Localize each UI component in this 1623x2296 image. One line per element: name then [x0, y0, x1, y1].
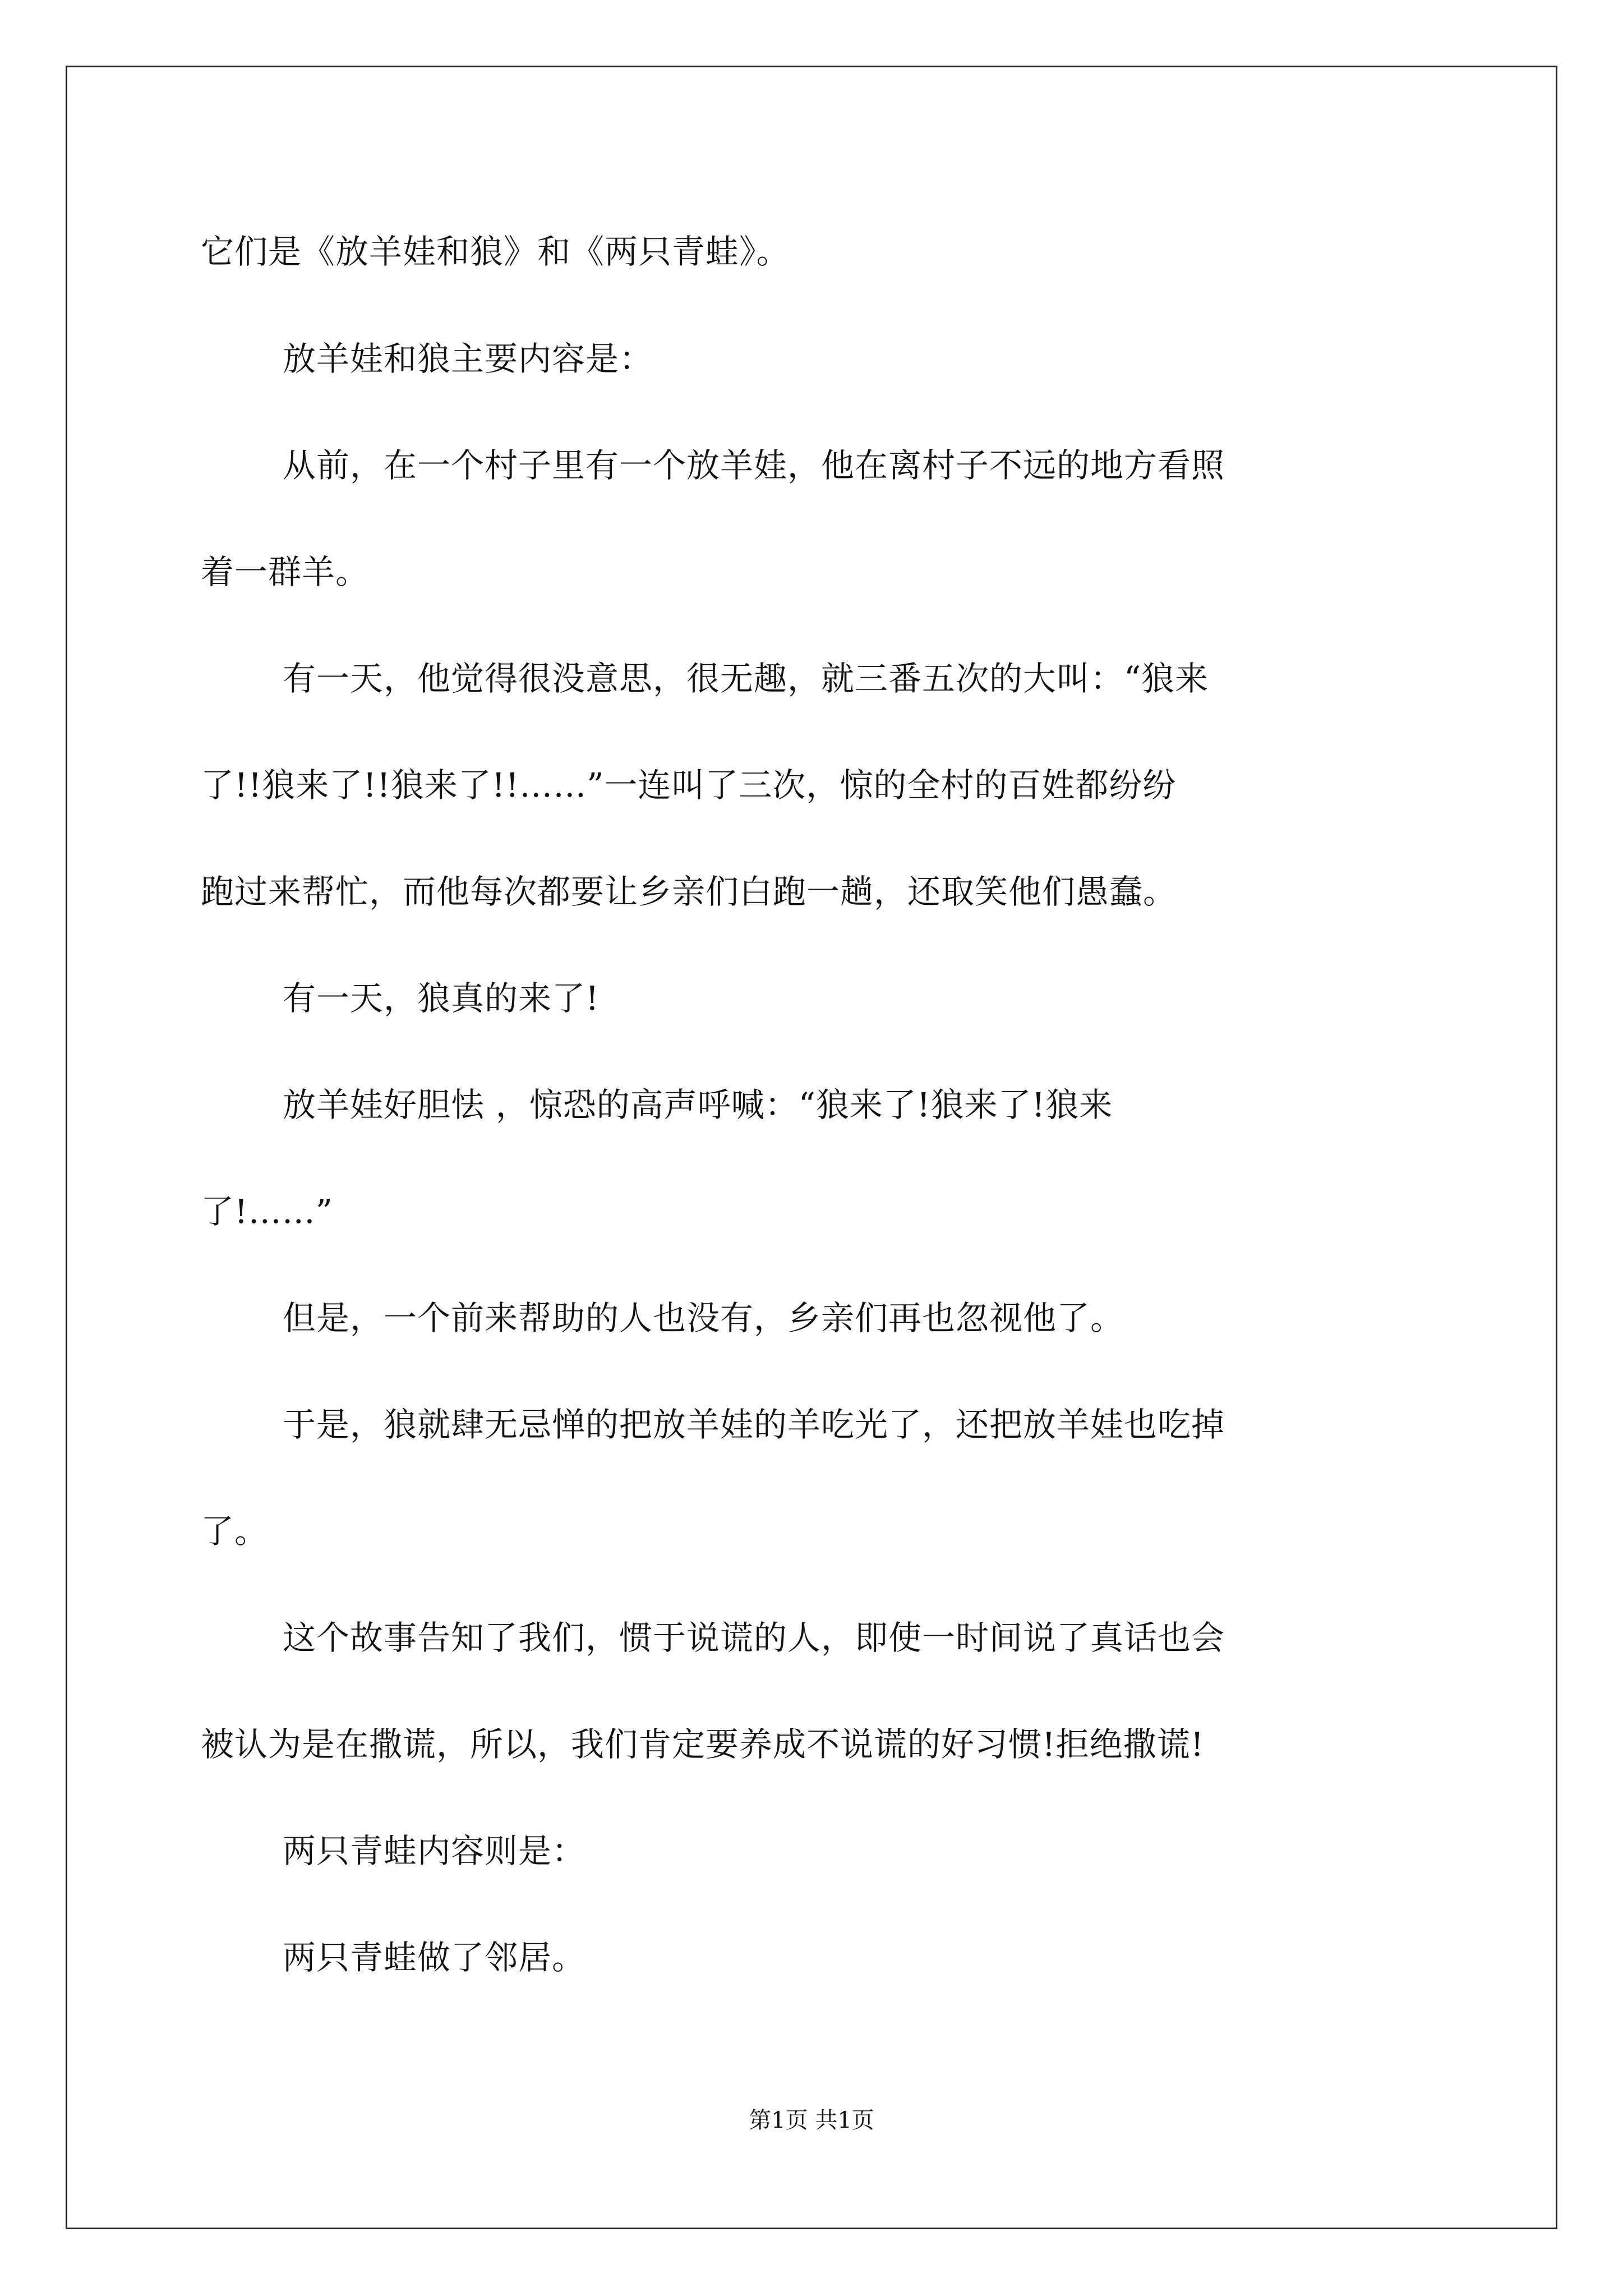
text-line-9: 放羊娃好胆怯 ，惊恐的高声呼喊：“狼来了!狼来了!狼来 [283, 1085, 1113, 1124]
text-line-14: 这个故事告知了我们，惯于说谎的人，即使一时间说了真话也会 [283, 1618, 1225, 1657]
text-line-13: 了。 [201, 1512, 269, 1550]
text-line-12: 于是，狼就肆无忌惮的把放羊娃的羊吃光了，还把放羊娃也吃掉 [283, 1405, 1225, 1444]
text-line-4: 着一群羊。 [201, 553, 370, 591]
text-line-16: 两只青蛙内容则是： [283, 1832, 586, 1870]
text-line-15: 被认为是在撒谎，所以，我们肯定要养成不说谎的好习惯!拒绝撒谎! [201, 1725, 1205, 1764]
text-line-1: 它们是《放羊娃和狼》和《两只青蛙》。 [201, 232, 790, 271]
page-number-footer: 第1页 共1页 [749, 2108, 874, 2133]
text-line-10: 了!……” [201, 1192, 333, 1231]
text-line-17: 两只青蛙做了邻居。 [283, 1938, 586, 1977]
text-line-11: 但是，一个前来帮助的人也没有，乡亲们再也忽视他了。 [283, 1299, 1124, 1337]
text-line-8: 有一天，狼真的来了! [283, 979, 600, 1018]
text-line-2: 放羊娃和狼主要内容是： [283, 339, 653, 378]
text-line-7: 跑过来帮忙，而他每次都要让乡亲们白跑一趟，还取笑他们愚蠢。 [201, 872, 1177, 911]
page-border [66, 66, 1557, 2229]
text-line-3: 从前，在一个村子里有一个放羊娃，他在离村子不远的地方看照 [283, 446, 1225, 485]
text-line-6: 了!!狼来了!!狼来了!!……”一连叫了三次，惊的全村的百姓都纷纷 [201, 766, 1177, 804]
text-line-5: 有一天，他觉得很没意思，很无趣，就三番五次的大叫：“狼来 [283, 659, 1209, 698]
